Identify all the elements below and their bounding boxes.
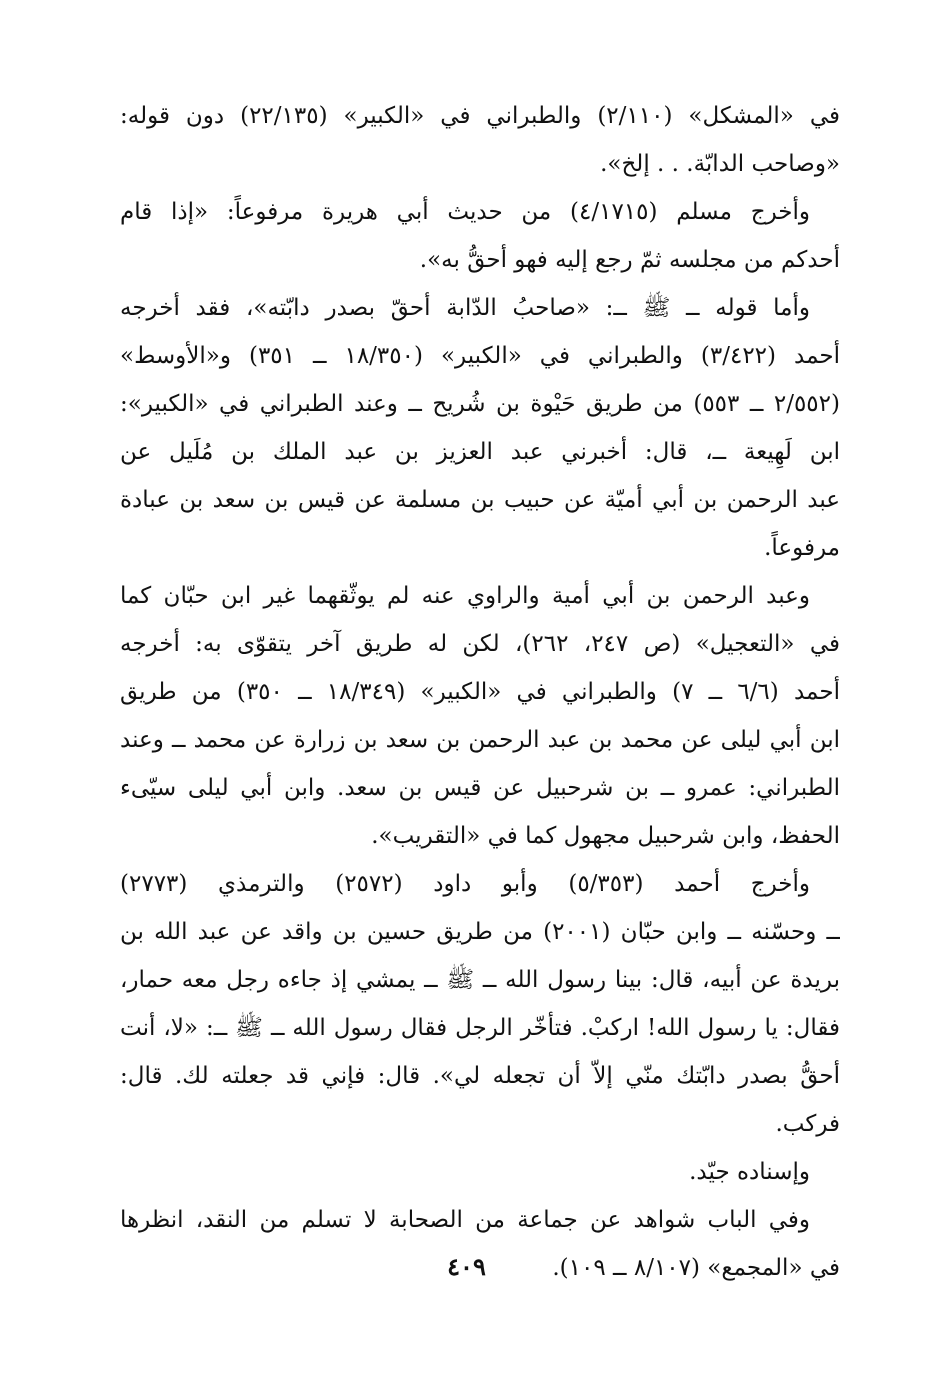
text-line-5: وأما قوله ــ ﷺ ــ: «صاحبُ الدّابة أحقّ بصدر دابّته»، فقد أخرجه bbox=[120, 295, 810, 321]
text-line-14: ابن أبي ليلى عن محمد بن عبد الرحمن بن سعد بن زرارة عن محمد ــ وعند bbox=[120, 727, 840, 753]
text-line-25: في «المجمع» (٨/١٠٧ ــ ١٠٩). bbox=[552, 1255, 840, 1281]
text-line-7: (٢/٥٥٢ ــ ٥٥٣) من طريق حَيْوة بن شُريح ــ وعند الطبراني في «الكبير»: bbox=[120, 391, 840, 417]
text-line-23: وإسناده جيّد. bbox=[689, 1159, 810, 1185]
text-line-10: مرفوعاً. bbox=[764, 535, 840, 561]
text-line-11: وعبد الرحمن بن أبي أمية والراوي عنه لم يوثّقهما غير ابن حبّان كما bbox=[120, 583, 810, 609]
text-line-9: عبد الرحمن بن أبي أميّة عن حبيب بن مسلمة عن قيس بن سعد بن عبادة bbox=[120, 487, 840, 513]
text-line-21: أحقُّ بصدر دابّتك منّي إلاّ أن تجعله لي». قال: فإني قد جعلته لك. قال: bbox=[120, 1063, 840, 1089]
text-line-1: في «المشكل» (٢/١١٠) والطبراني في «الكبير» (٢٢/١٣٥) دون قوله: bbox=[120, 103, 840, 129]
text-line-13: أحمد (٦/٦ ــ ٧) والطبراني في «الكبير» (١٨/٣٤٩ ــ ٣٥٠) من طريق bbox=[120, 679, 840, 705]
text-line-24: وفي الباب شواهد عن جماعة من الصحابة لا تسلم من النقد، انظرها bbox=[120, 1207, 810, 1233]
page-body bbox=[120, 92, 840, 1292]
text-line-12: في «التعجيل» (ص ٢٤٧، ٢٦٢)، لكن له طريق آخر يتقوّى به: أخرجه bbox=[120, 631, 840, 657]
text-line-20: فقال: يا رسول الله! اركبْ. فتأخّر الرجل فقال رسول الله ــ ﷺ ــ: «لا، أنت bbox=[120, 1015, 840, 1041]
text-line-17: وأخرج أحمد (٥/٣٥٣) وأبو داود (٢٥٧٢) والترمذي (٢٧٧٣) bbox=[120, 871, 810, 897]
text-line-4: أحدكم من مجلسه ثمّ رجع إليه فهو أحقُّ به». bbox=[419, 247, 840, 273]
page-number: ٤٠٩ bbox=[447, 1252, 486, 1281]
text-line-18: ــ وحسّنه ــ وابن حبّان (٢٠٠١) من طريق حسين بن واقد عن عبد الله بن bbox=[120, 919, 840, 945]
text-line-15: الطبراني: عمرو ــ بن شرحبيل عن قيس بن سعد. وابن أبي ليلى سيّىء bbox=[120, 775, 840, 801]
text-line-8: ابن لَهِيعة ــ، قال: أخبرني عبد العزيز بن عبد الملك بن مُلَيل عن bbox=[120, 439, 840, 465]
text-line-6: أحمد (٣/٤٢٢) والطبراني في «الكبير» (١٨/٣٥٠ ــ ٣٥١) و«الأوسط» bbox=[120, 343, 840, 369]
text-line-19: بريدة عن أبيه، قال: بينا رسول الله ــ ﷺ ــ يمشي إذ جاءه رجل معه حمار، bbox=[120, 967, 840, 993]
text-line-16: الحفظ، وابن شرحبيل مجهول كما في «التقريب». bbox=[371, 823, 840, 849]
text-line-22: فركب. bbox=[775, 1111, 840, 1137]
text-line-2: «وصاحب الدابّة. . . إلخ». bbox=[600, 151, 840, 177]
text-line-3: وأخرج مسلم (٤/١٧١٥) من حديث أبي هريرة مرفوعاً: «إذا قام bbox=[120, 199, 811, 225]
